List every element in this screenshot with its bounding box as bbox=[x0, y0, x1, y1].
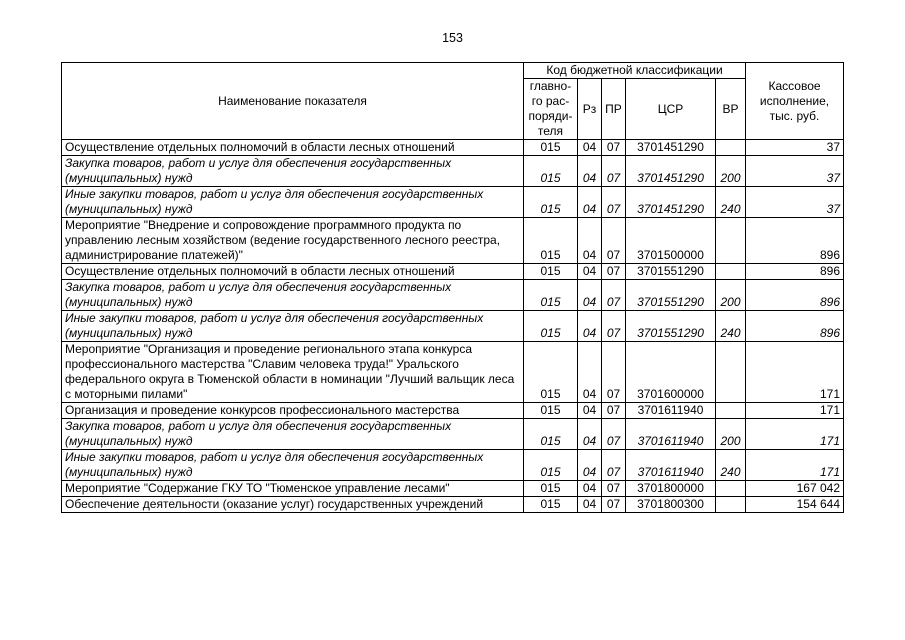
row-expense-type-cell: 200 bbox=[716, 419, 746, 450]
row-subsection-cell: 07 bbox=[602, 342, 626, 403]
row-target-article-cell: 3701800300 bbox=[626, 497, 716, 513]
row-name-cell: Закупка товаров, работ и услуг для обеспечения государственных (муниципальных) нужд bbox=[62, 280, 524, 311]
table-row bbox=[62, 497, 844, 513]
table-row bbox=[62, 403, 844, 419]
row-subsection-cell: 07 bbox=[602, 403, 626, 419]
table-body bbox=[62, 140, 844, 513]
row-main-manager-cell: 015 bbox=[524, 187, 578, 218]
row-subsection-cell: 07 bbox=[602, 218, 626, 264]
row-target-article-cell: 3701451290 bbox=[626, 187, 716, 218]
budget-execution-table bbox=[61, 62, 844, 513]
row-expense-type-cell: 240 bbox=[716, 187, 746, 218]
row-expense-type-cell: 200 bbox=[716, 156, 746, 187]
row-expense-type-cell bbox=[716, 342, 746, 403]
row-target-article-cell: 3701611940 bbox=[626, 450, 716, 481]
row-section-cell: 04 bbox=[578, 497, 602, 513]
row-name-cell: Осуществление отдельных полномочий в области лесных отношений bbox=[62, 264, 524, 280]
row-section-cell: 04 bbox=[578, 481, 602, 497]
row-section-cell: 04 bbox=[578, 419, 602, 450]
table-header bbox=[62, 63, 844, 140]
row-subsection-cell: 07 bbox=[602, 187, 626, 218]
row-main-manager-cell: 015 bbox=[524, 481, 578, 497]
row-expense-type-cell bbox=[716, 497, 746, 513]
row-name-cell: Иные закупки товаров, работ и услуг для обеспечения государственных (муниципальных) нужд bbox=[62, 311, 524, 342]
row-main-manager-cell: 015 bbox=[524, 342, 578, 403]
header-cash-execution-line: тыс. руб. bbox=[769, 108, 820, 123]
row-expense-type-cell bbox=[716, 403, 746, 419]
row-amount-cell: 171 bbox=[746, 403, 844, 419]
table-row bbox=[62, 481, 844, 497]
header-cash-execution-line: Кассовое bbox=[768, 78, 821, 93]
row-amount-cell: 37 bbox=[746, 156, 844, 187]
row-name-cell: Организация и проведение конкурсов профессионального мастерства bbox=[62, 403, 524, 419]
row-target-article-cell: 3701500000 bbox=[626, 218, 716, 264]
row-name-cell: Мероприятие "Организация и проведение регионального этапа конкурса профессионального мастерства "Славим человека труда!" Уральского федерального округа в Тюменской области в номинации "Лучший вальщик леса с моторными пилами" bbox=[62, 342, 524, 403]
row-main-manager-cell: 015 bbox=[524, 280, 578, 311]
row-main-manager-cell: 015 bbox=[524, 311, 578, 342]
table-row bbox=[62, 140, 844, 156]
row-section-cell: 04 bbox=[578, 311, 602, 342]
row-section-cell: 04 bbox=[578, 403, 602, 419]
row-target-article-cell: 3701611940 bbox=[626, 403, 716, 419]
page-number: 153 bbox=[442, 31, 463, 45]
row-main-manager-cell: 015 bbox=[524, 264, 578, 280]
header-main-manager bbox=[524, 79, 578, 140]
table-row bbox=[62, 187, 844, 218]
row-subsection-cell: 07 bbox=[602, 481, 626, 497]
row-expense-type-cell: 240 bbox=[716, 311, 746, 342]
row-target-article-cell: 3701611940 bbox=[626, 419, 716, 450]
row-subsection-cell: 07 bbox=[602, 156, 626, 187]
row-amount-cell: 171 bbox=[746, 342, 844, 403]
table-row bbox=[62, 156, 844, 187]
row-main-manager-cell: 015 bbox=[524, 497, 578, 513]
row-name-cell: Иные закупки товаров, работ и услуг для обеспечения государственных (муниципальных) нужд bbox=[62, 187, 524, 218]
table-row bbox=[62, 450, 844, 481]
row-target-article-cell: 3701451290 bbox=[626, 140, 716, 156]
row-main-manager-cell: 015 bbox=[524, 419, 578, 450]
row-amount-cell: 171 bbox=[746, 450, 844, 481]
row-target-article-cell: 3701451290 bbox=[626, 156, 716, 187]
header-cash-execution bbox=[746, 63, 844, 140]
row-section-cell: 04 bbox=[578, 280, 602, 311]
header-cash-execution-line: исполнение, bbox=[759, 93, 830, 108]
row-section-cell: 04 bbox=[578, 187, 602, 218]
row-main-manager-cell: 015 bbox=[524, 403, 578, 419]
row-name-cell: Закупка товаров, работ и услуг для обеспечения государственных (муниципальных) нужд bbox=[62, 419, 524, 450]
row-section-cell: 04 bbox=[578, 450, 602, 481]
row-expense-type-cell bbox=[716, 140, 746, 156]
header-target-article: ЦСР bbox=[626, 79, 716, 140]
row-amount-cell: 167 042 bbox=[746, 481, 844, 497]
row-expense-type-cell: 200 bbox=[716, 280, 746, 311]
table-row bbox=[62, 342, 844, 403]
row-main-manager-cell: 015 bbox=[524, 450, 578, 481]
header-expense-type: ВР bbox=[716, 79, 746, 140]
header-subsection: ПР bbox=[602, 79, 626, 140]
row-subsection-cell: 07 bbox=[602, 419, 626, 450]
header-budget-code-group: Код бюджетной классификации bbox=[524, 63, 746, 79]
row-target-article-cell: 3701551290 bbox=[626, 264, 716, 280]
row-amount-cell: 896 bbox=[746, 218, 844, 264]
row-expense-type-cell bbox=[716, 481, 746, 497]
row-section-cell: 04 bbox=[578, 264, 602, 280]
row-subsection-cell: 07 bbox=[602, 311, 626, 342]
row-main-manager-cell: 015 bbox=[524, 140, 578, 156]
row-target-article-cell: 3701551290 bbox=[626, 311, 716, 342]
row-amount-cell: 37 bbox=[746, 187, 844, 218]
row-subsection-cell: 07 bbox=[602, 497, 626, 513]
header-main-manager-line: главно- bbox=[529, 79, 572, 93]
row-section-cell: 04 bbox=[578, 342, 602, 403]
row-amount-cell: 37 bbox=[746, 140, 844, 156]
row-name-cell: Мероприятие "Внедрение и сопровождение программного продукта по управлению лесным хозяйством (ведение государственного лесного реестра, администрирование платежей)" bbox=[62, 218, 524, 264]
row-expense-type-cell: 240 bbox=[716, 450, 746, 481]
row-subsection-cell: 07 bbox=[602, 264, 626, 280]
table-row bbox=[62, 264, 844, 280]
row-name-cell: Иные закупки товаров, работ и услуг для обеспечения государственных (муниципальных) нужд bbox=[62, 450, 524, 481]
row-subsection-cell: 07 bbox=[602, 140, 626, 156]
row-target-article-cell: 3701551290 bbox=[626, 280, 716, 311]
row-amount-cell: 171 bbox=[746, 419, 844, 450]
row-target-article-cell: 3701800000 bbox=[626, 481, 716, 497]
row-target-article-cell: 3701600000 bbox=[626, 342, 716, 403]
header-section: Рз bbox=[578, 79, 602, 140]
row-amount-cell: 896 bbox=[746, 280, 844, 311]
header-main-manager-line: теля bbox=[537, 124, 564, 138]
table-row bbox=[62, 280, 844, 311]
row-amount-cell: 896 bbox=[746, 311, 844, 342]
row-section-cell: 04 bbox=[578, 218, 602, 264]
row-main-manager-cell: 015 bbox=[524, 218, 578, 264]
header-main-manager-line: го рас- bbox=[531, 94, 570, 108]
row-subsection-cell: 07 bbox=[602, 450, 626, 481]
header-indicator-name: Наименование показателя bbox=[62, 63, 524, 140]
row-amount-cell: 896 bbox=[746, 264, 844, 280]
row-amount-cell: 154 644 bbox=[746, 497, 844, 513]
row-expense-type-cell bbox=[716, 218, 746, 264]
row-section-cell: 04 bbox=[578, 156, 602, 187]
row-subsection-cell: 07 bbox=[602, 280, 626, 311]
row-name-cell: Мероприятие "Содержание ГКУ ТО "Тюменское управление лесами" bbox=[62, 481, 524, 497]
header-main-manager-line: поряди- bbox=[528, 109, 573, 123]
table-row bbox=[62, 419, 844, 450]
table-row bbox=[62, 311, 844, 342]
row-name-cell: Обеспечение деятельности (оказание услуг) государственных учреждений bbox=[62, 497, 524, 513]
row-section-cell: 04 bbox=[578, 140, 602, 156]
row-name-cell: Осуществление отдельных полномочий в области лесных отношений bbox=[62, 140, 524, 156]
row-main-manager-cell: 015 bbox=[524, 156, 578, 187]
row-name-cell: Закупка товаров, работ и услуг для обеспечения государственных (муниципальных) нужд bbox=[62, 156, 524, 187]
row-expense-type-cell bbox=[716, 264, 746, 280]
table-row bbox=[62, 218, 844, 264]
